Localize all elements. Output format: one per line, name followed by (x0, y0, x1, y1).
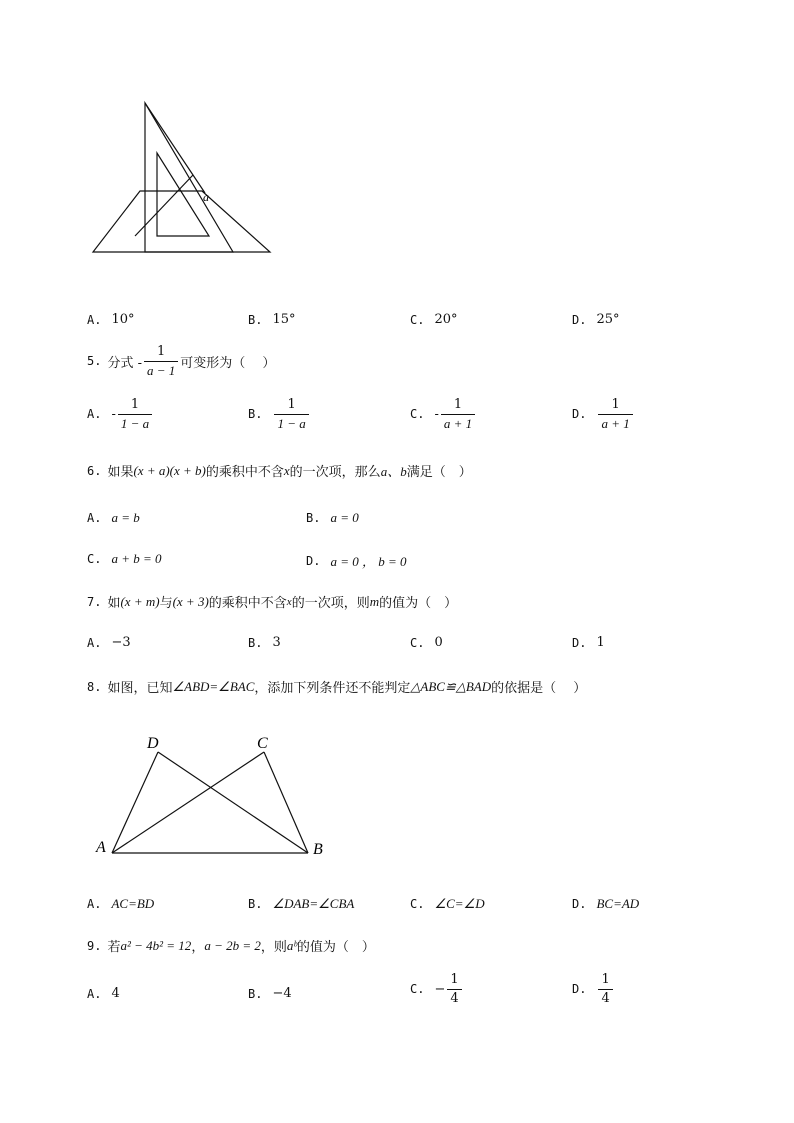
quadrilateral-figure (90, 728, 340, 863)
crossing-line (135, 175, 193, 236)
q4-option-a[interactable]: A. 10° (87, 312, 135, 327)
q7-option-b[interactable]: B. 3 (248, 635, 281, 650)
q7-option-c[interactable]: C. 0 (410, 635, 443, 650)
q4-option-c[interactable]: C. 20° (410, 312, 458, 327)
q7-option-d[interactable]: D. 1 (572, 635, 605, 650)
q9-option-b[interactable]: B. −4 (248, 986, 292, 1001)
q6-option-b[interactable]: B. a = 0 (306, 510, 359, 525)
large-triangle (93, 191, 270, 252)
q7-option-a[interactable]: A. −3 (87, 635, 131, 650)
q8-option-b[interactable]: B. ∠DAB=∠CBA (248, 896, 355, 911)
q8-stem: 8. 如图，已知 ∠ABD=∠BAC ，添加下列条件还不能判定 △ABC≌△BAD 的依据是（ ） (87, 678, 587, 696)
point-b-label: B (313, 841, 323, 858)
q8-option-d[interactable]: D. BC=AD (572, 896, 640, 911)
q9-stem: 9. 若 a² − 4b² = 12 ， a − 2b = 2 ，则 aᵇ 的值为（ ） (87, 937, 375, 955)
q5-option-b[interactable]: B. $\frac{1}{1 - a}$ (248, 398, 311, 430)
q5-option-d[interactable]: D. $\frac{1}{a + 1}$ (572, 398, 635, 430)
q7-stem: 7. 如 (x + m) 与 (x + 3) 的乘积中不含 x 的一次项，则 m 的值为（ ） (87, 593, 458, 611)
hypotenuse-line (145, 103, 205, 193)
point-c-label: C (257, 735, 268, 752)
q8-option-c[interactable]: C. ∠C=∠D (410, 896, 485, 911)
point-d-label: D (147, 735, 159, 752)
inner-triangle (157, 153, 209, 236)
q5-option-a[interactable]: A. - $\frac{1}{1 - a}$ (87, 398, 154, 430)
q9-option-a[interactable]: A. 4 (87, 986, 120, 1001)
q6-stem: 6. 如果 (x + a)(x + b) 的乘积中不含 x 的一次项，那么 a、b 满足（ ） (87, 462, 472, 480)
q4-option-b[interactable]: B. 15° (248, 312, 296, 327)
q6-option-a[interactable]: A. a = b (87, 510, 140, 525)
tall-triangle (145, 103, 233, 252)
q5-option-c[interactable]: C. - $\frac{1}{a + 1}$ (410, 398, 477, 430)
q5-stem: 5. 分式 - $\frac{1}{a - 1}$ 可变形为（ ） (87, 344, 276, 378)
q6-option-c[interactable]: C. a + b = 0 (87, 551, 162, 566)
q9-option-d[interactable]: D. $\frac{1}{4}$ (572, 973, 615, 1005)
set-square-figure (85, 95, 285, 260)
angle-label-a: a (203, 190, 209, 204)
point-a-label: A (96, 839, 106, 856)
q6-option-d[interactable]: D. a = 0 ， b = 0 (306, 553, 407, 569)
q4-option-d[interactable]: D. 25° (572, 312, 620, 327)
q8-option-a[interactable]: A. AC=BD (87, 896, 155, 911)
q9-option-c[interactable]: C. − $\frac{1}{4}$ (410, 973, 464, 1005)
